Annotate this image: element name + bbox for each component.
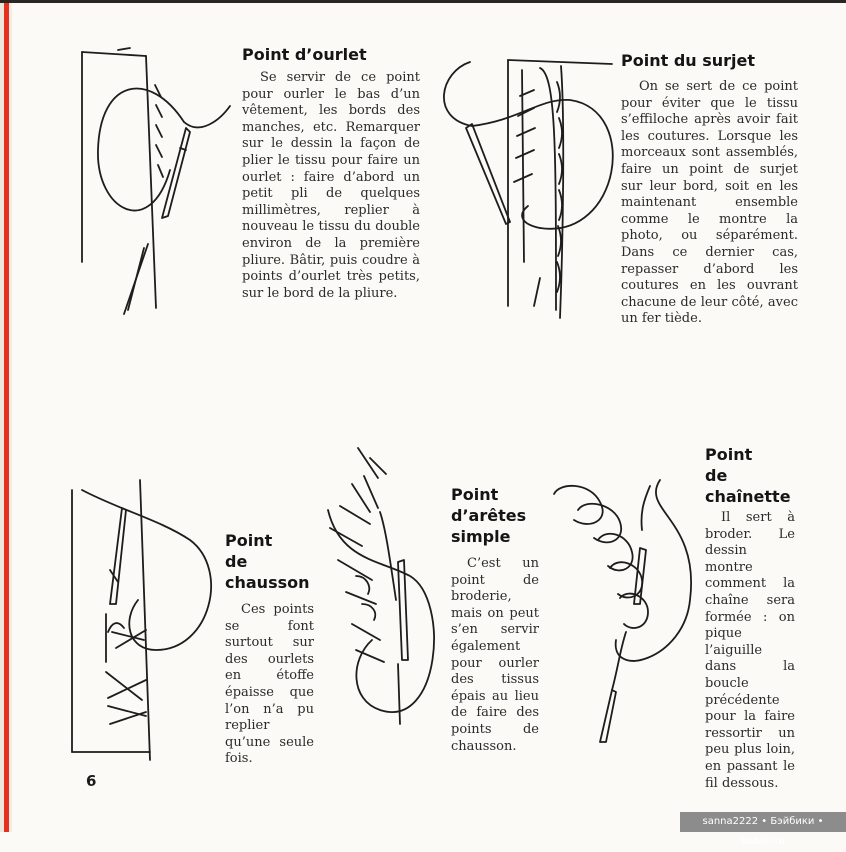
aretes-title	[451, 484, 526, 547]
chausson-text: Ces points se font surtout sur des ourlets en étoffe épaisse que l’on n’a pu replier qu’une seule fois.	[225, 602, 314, 767]
chausson-title-line-1: Point	[225, 531, 273, 550]
chainette-title-line-1: Point	[705, 445, 753, 464]
chainette-illustration	[554, 480, 691, 742]
ourlet-title: Point d’ourlet	[242, 45, 367, 64]
chausson-title-line-2: de	[225, 552, 248, 571]
aretes-title-line-3: simple	[451, 527, 511, 546]
chainette-title	[705, 444, 791, 507]
surjet-title: Point du surjet	[621, 51, 756, 70]
page-number: 6	[86, 772, 97, 790]
watermark: sanna2222 • Бэйбики • babiki.ru	[680, 812, 846, 832]
chausson-illustration	[72, 480, 211, 760]
surjet-illustration	[444, 60, 613, 318]
ourlet-text: Se servir de ce point pour ourler le bas d’un vêtement, les bords des manches, etc. Remarquer sur le dessin la façon de plier le tissu pour faire un ourlet : faire d’abord un petit pli de quelques millimètres, replier à nouveau le tissu du double environ de la première pliure. Bâtir, puis coudre à points d’ourlet très petits, sur le bord de la pliure.	[242, 70, 420, 301]
aretes-text: C’est un point de broderie, mais on peut s’en servir également pour ourler des tissus épais au lieu de faire des points de chausson.	[451, 556, 539, 754]
chausson-title-line-3: chausson	[225, 573, 310, 592]
chausson-title	[225, 530, 310, 593]
chainette-title-line-2: de	[705, 466, 728, 485]
aretes-illustration	[328, 448, 434, 724]
chainette-title-line-3: chaînette	[705, 487, 791, 506]
ourlet-illustration	[82, 48, 230, 314]
aretes-title-line-1: Point	[451, 485, 499, 504]
aretes-title-line-2: d’arêtes	[451, 506, 527, 525]
surjet-text: On se sert de ce point pour éviter que le tissu s’effiloche après avoir fait les coutures. Lorsque les morceaux sont assemblés, faire un point de surjet sur leur bord, soit en les maintenant ensemble comme le montre la photo, ou séparément. Dans ce dernier cas, repasser d’abord les coutures en les ouvrant chacune de leur côté, avec un fer tiède.	[621, 79, 798, 327]
chainette-text: Il sert à broder. Le dessin montre comment la chaîne sera formée : on pique l’aiguille dans la boucle précédente pour la faire ressortir un peu plus loin, en passant le fil dessous.	[705, 510, 795, 791]
